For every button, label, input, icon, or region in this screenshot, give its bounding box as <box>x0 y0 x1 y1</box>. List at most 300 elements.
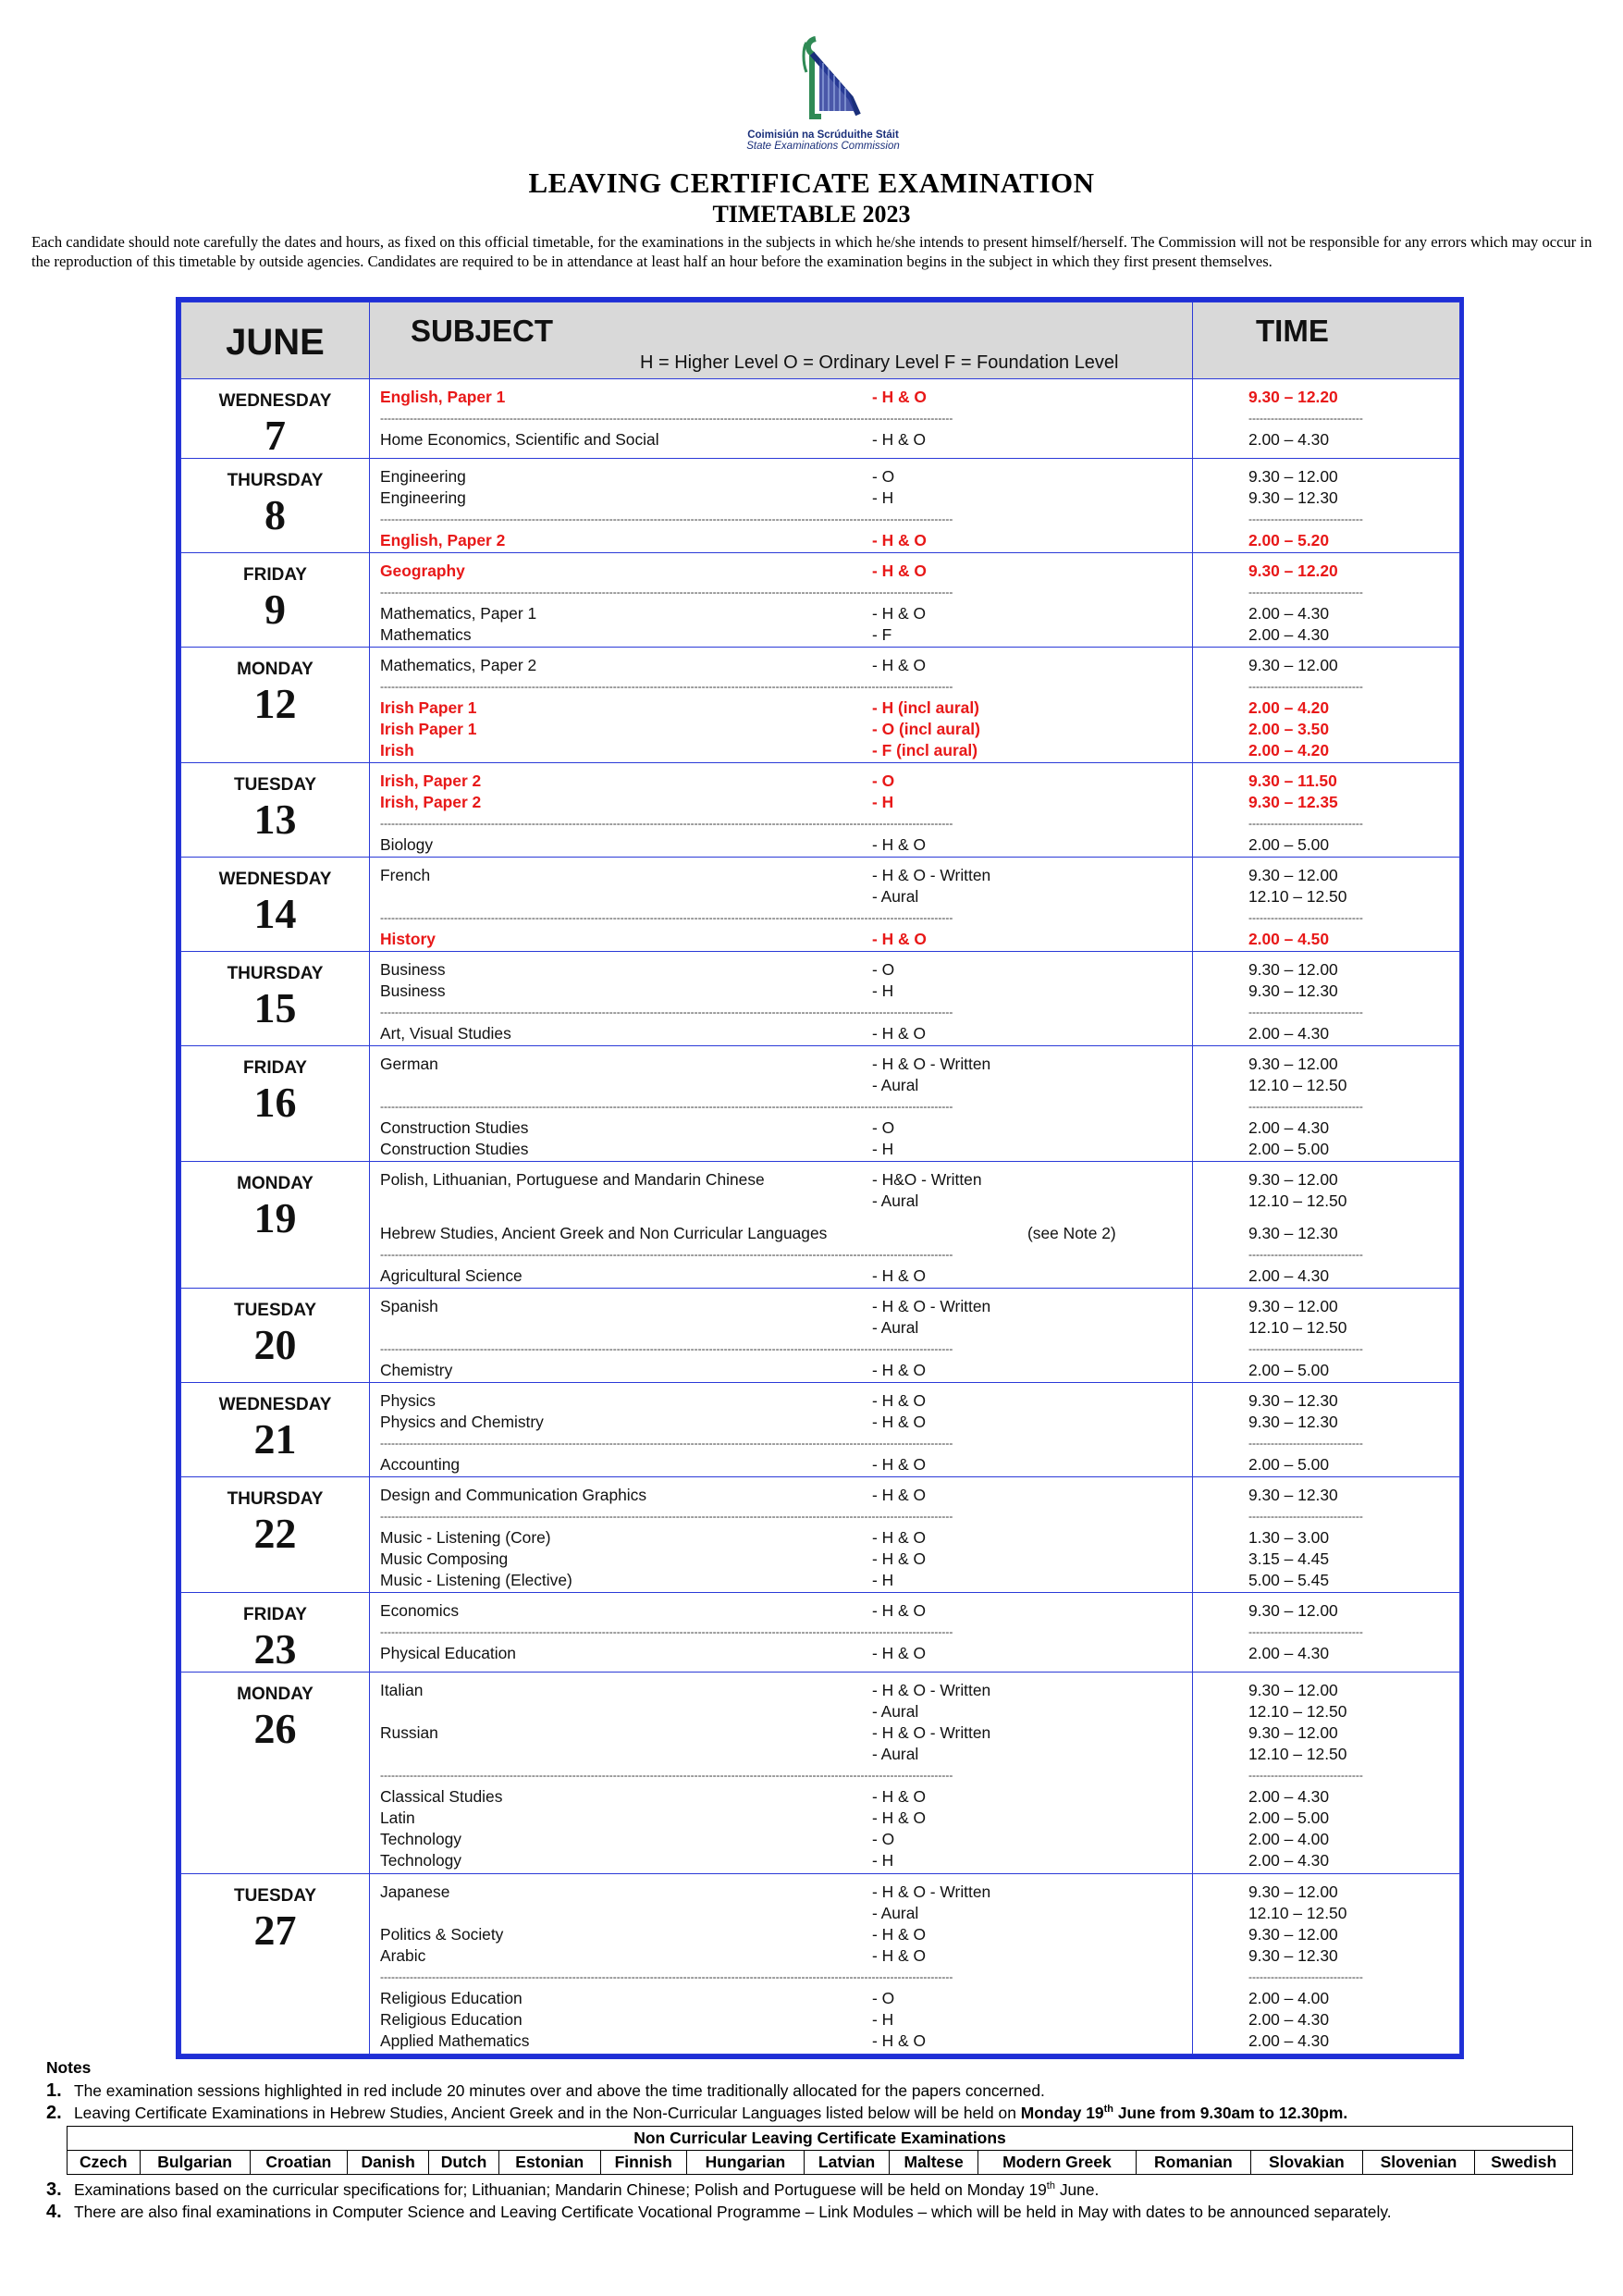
day-cell <box>181 1383 370 1477</box>
weekday-label: FRIDAY <box>243 1057 307 1078</box>
subject-name: Irish, Paper 2 <box>380 771 482 790</box>
exam-line <box>380 1722 1179 1744</box>
date-number: 8 <box>264 490 286 538</box>
weekday-label: TUESDAY <box>233 774 317 795</box>
separator: ------------------------------- <box>1248 1247 1363 1261</box>
subject-name: Irish, Paper 2 <box>380 792 482 811</box>
subject-header <box>370 302 1193 379</box>
day-cell <box>181 1045 370 1161</box>
exam-level: - H & O <box>872 1808 926 1828</box>
exam-time: 3.15 – 4.45 <box>1248 1549 1330 1569</box>
subject-name: Accounting <box>380 1455 461 1475</box>
subject-name <box>380 1701 872 1722</box>
subject-name: Arabic <box>380 1946 426 1966</box>
date-number: 19 <box>253 1193 297 1241</box>
exam-level: - H & O <box>872 1528 926 1548</box>
exam-time: 12.10 – 12.50 <box>1248 886 1347 906</box>
exam-level: - Aural <box>872 886 919 906</box>
subject-name: Engineering <box>380 488 466 507</box>
day-cell <box>181 379 370 459</box>
exam-line <box>380 488 1179 509</box>
day-cell <box>181 762 370 857</box>
exam-level: - Aural <box>872 1318 919 1338</box>
day-row <box>181 1874 1460 2055</box>
exam-time: 2.00 – 5.00 <box>1248 1139 1330 1158</box>
exam-time: 2.00 – 4.30 <box>1248 1117 1330 1137</box>
subjects-cell <box>370 1673 1193 1874</box>
language-cell: Czech <box>68 2151 141 2175</box>
exam-level: - Aural <box>872 1702 919 1722</box>
exam-line <box>380 1527 1179 1549</box>
separator: ----------------------------------------------------------------------------------------------------------------------------------------------------------- <box>380 1769 953 1783</box>
exam-level: - H & O <box>872 1787 926 1807</box>
weekday-label: FRIDAY <box>243 1605 307 1625</box>
exam-time: 12.10 – 12.50 <box>1248 1318 1347 1338</box>
exam-line <box>380 1570 1179 1591</box>
exam-line <box>380 1360 1179 1381</box>
exam-line <box>380 886 1179 907</box>
exam-line <box>380 792 1179 813</box>
date-number: 12 <box>253 679 297 727</box>
note-2-date: Monday 19 <box>1020 2104 1104 2122</box>
exam-level: - H (incl aural) <box>872 697 979 717</box>
language-cell: Swedish <box>1475 2151 1573 2175</box>
notes-heading: Notes <box>46 2058 92 2077</box>
times-cell <box>1193 458 1460 552</box>
subjects-cell <box>370 458 1193 552</box>
exam-level: - O <box>872 771 895 790</box>
exam-level: - H <box>872 792 894 811</box>
separator: ------------------------------- <box>1248 910 1363 924</box>
separator: ------------------------------- <box>1248 816 1363 830</box>
weekday-label: WEDNESDAY <box>218 391 332 411</box>
exam-line <box>380 740 1179 761</box>
exam-level: - H & O <box>872 1601 926 1621</box>
times-cell <box>1193 1673 1460 1874</box>
exam-line <box>380 865 1179 886</box>
times-cell <box>1193 857 1460 951</box>
subject-name: Chemistry <box>380 1361 453 1380</box>
exam-line <box>380 2009 1179 2031</box>
note-3-text: Examinations based on the curricular specifications for; Lithuanian; Mandarin Chinese; Polish and Portuguese will be held on Monday 19 <box>74 2180 1047 2199</box>
exam-line <box>380 1786 1179 1808</box>
exam-line <box>380 771 1179 792</box>
exam-level: - Aural <box>872 1745 919 1764</box>
exam-level: - Aural <box>872 1904 919 1923</box>
exam-time: 9.30 – 12.20 <box>1248 388 1338 406</box>
language-cell: Bulgarian <box>140 2151 250 2175</box>
exam-time: 1.30 – 3.00 <box>1248 1528 1330 1548</box>
subjects-cell <box>370 552 1193 647</box>
exam-level: - H & O <box>872 1925 926 1944</box>
times-cell <box>1193 762 1460 857</box>
language-cell: Hungarian <box>686 2151 804 2175</box>
note-1 <box>46 2080 1600 2102</box>
subject-name: Construction Studies <box>380 1117 529 1137</box>
subjects-cell <box>370 1045 1193 1161</box>
separator: ----------------------------------------------------------------------------------------------------------------------------------------------------------- <box>380 679 953 693</box>
exam-line <box>380 1485 1179 1506</box>
day-row <box>181 1477 1460 1593</box>
weekday-label: MONDAY <box>237 1685 314 1705</box>
note-2 <box>46 2102 1600 2124</box>
exam-time: 9.30 – 12.30 <box>1248 1946 1338 1966</box>
exam-line <box>380 1600 1179 1622</box>
subject-name: Technology <box>380 1830 461 1849</box>
exam-level: - O (incl aural) <box>872 719 980 738</box>
subject-name: Physics and Chemistry <box>380 1413 544 1432</box>
exam-level: - F (incl aural) <box>872 740 978 759</box>
subject-name: English, Paper 2 <box>380 530 506 549</box>
exam-level: - H <box>872 1571 894 1590</box>
exam-line <box>380 1850 1179 1871</box>
exam-time: 2.00 – 4.30 <box>1248 1265 1330 1285</box>
exam-level: - H & O - Written <box>872 1882 991 1902</box>
exam-level: - H & O - Written <box>872 865 991 884</box>
subject-name: Applied Mathematics <box>380 2031 530 2051</box>
logo-line-irish: Coimisiún na Scrúduithe Stáit <box>747 130 899 141</box>
exam-line <box>380 719 1179 740</box>
separator: ------------------------------- <box>1248 1437 1363 1450</box>
exam-line <box>380 1139 1179 1160</box>
separator: ------------------------------- <box>1248 1099 1363 1113</box>
exam-line <box>380 697 1179 719</box>
day-row <box>181 857 1460 951</box>
exam-time: 9.30 – 12.00 <box>1248 655 1338 674</box>
exam-time: 2.00 – 4.20 <box>1248 740 1330 759</box>
subject-name: Home Economics, Scientific and Social <box>380 430 659 449</box>
separator: ----------------------------------------------------------------------------------------------------------------------------------------------------------- <box>380 1247 953 1261</box>
exam-level: - H <box>872 488 894 507</box>
exam-time: 12.10 – 12.50 <box>1248 1702 1347 1722</box>
day-cell <box>181 552 370 647</box>
separator: ----------------------------------------------------------------------------------------------------------------------------------------------------------- <box>380 412 953 425</box>
note-number: 3. <box>46 2179 62 2200</box>
day-row <box>181 552 1460 647</box>
exam-level: - H & O <box>872 1486 926 1505</box>
exam-level: - O <box>872 1830 895 1849</box>
exam-line <box>380 1903 1179 1924</box>
subject-name: Design and Communication Graphics <box>380 1486 647 1505</box>
date-number: 26 <box>253 1705 297 1753</box>
exam-line <box>380 929 1179 950</box>
subject-name: Japanese <box>380 1882 450 1902</box>
language-cell: Latvian <box>805 2151 890 2175</box>
exam-time: 2.00 – 5.20 <box>1248 530 1330 549</box>
exam-line <box>380 1412 1179 1433</box>
subject-name: Economics <box>380 1601 460 1621</box>
harp-icon <box>779 35 867 126</box>
timetable-header <box>181 302 1460 379</box>
exam-line <box>380 1223 1179 1244</box>
sec-logo <box>731 35 916 165</box>
day-cell <box>181 458 370 552</box>
day-cell <box>181 1289 370 1383</box>
exam-line <box>380 2031 1179 2052</box>
date-number: 13 <box>253 795 297 843</box>
notes-section <box>46 2055 1600 2223</box>
day-row <box>181 1289 1460 1383</box>
exam-time: 9.30 – 12.30 <box>1248 1391 1338 1411</box>
exam-level: - Aural <box>872 1075 919 1094</box>
exam-line <box>380 1924 1179 1945</box>
exam-time: 2.00 – 4.00 <box>1248 1989 1330 2008</box>
separator: ------------------------------- <box>1248 679 1363 693</box>
separator: ----------------------------------------------------------------------------------------------------------------------------------------------------------- <box>380 1625 953 1639</box>
separator: ----------------------------------------------------------------------------------------------------------------------------------------------------------- <box>380 1099 953 1113</box>
intro-text: Each candidate should note carefully the dates and hours, as fixed on this official timetable, for the examinations in the subjects in which he/she intends to present himself/herself. The Commission will not be responsible for any errors which may occur in the reproduction of this timetable by outside agencies. Candidates are required to be in attendance at least half an hour before the examination begins in the subject in which they first present themselves. <box>31 233 1592 270</box>
exam-level: - H <box>872 981 894 1000</box>
language-cell: Croatian <box>250 2151 348 2175</box>
level-legend: H = Higher Level O = Ordinary Level F = Foundation Level <box>640 352 1119 373</box>
exam-time: 12.10 – 12.50 <box>1248 1075 1347 1094</box>
times-cell <box>1193 1593 1460 1673</box>
day-row <box>181 1673 1460 1874</box>
subject-name: Music - Listening (Core) <box>380 1528 551 1548</box>
exam-time: 9.30 – 12.30 <box>1248 1486 1338 1505</box>
subject-name: Religious Education <box>380 2010 523 2030</box>
separator: ----------------------------------------------------------------------------------------------------------------------------------------------------------- <box>380 816 953 830</box>
exam-time: 9.30 – 12.20 <box>1248 561 1338 580</box>
exam-time: 2.00 – 5.00 <box>1248 1455 1330 1475</box>
exam-time: 9.30 – 12.00 <box>1248 1054 1338 1073</box>
subjects-cell <box>370 379 1193 459</box>
subject-name: Business <box>380 959 446 979</box>
language-cell: Modern Greek <box>978 2151 1136 2175</box>
separator: ----------------------------------------------------------------------------------------------------------------------------------------------------------- <box>380 1342 953 1356</box>
subject-name: Geography <box>380 561 465 580</box>
language-cell: Slovakian <box>1251 2151 1362 2175</box>
day-row <box>181 762 1460 857</box>
exam-level: - H <box>872 2010 894 2030</box>
subject-name: Russian <box>380 1723 438 1743</box>
date-number: 14 <box>253 889 297 937</box>
subject-name: Mathematics <box>380 624 472 644</box>
language-cell: Danish <box>348 2151 429 2175</box>
exam-line <box>380 1643 1179 1664</box>
note-2-sup: th <box>1103 2104 1113 2116</box>
month-header: JUNE <box>181 302 370 379</box>
separator: ------------------------------- <box>1248 1769 1363 1783</box>
language-cell: Dutch <box>429 2151 499 2175</box>
exam-line <box>380 1317 1179 1339</box>
exam-level: - H & O <box>872 430 926 449</box>
exam-time: 9.30 – 12.30 <box>1248 488 1338 507</box>
exam-level: - O <box>872 959 895 979</box>
exam-level: - O <box>872 1989 895 2008</box>
exam-level: - H&O - Written <box>872 1169 982 1189</box>
exam-level: - H & O <box>872 1361 926 1380</box>
separator: ------------------------------- <box>1248 1625 1363 1639</box>
subject-name: Business <box>380 981 446 1000</box>
exam-level: - H & O - Written <box>872 1054 991 1073</box>
exam-time: 2.00 – 5.00 <box>1248 1808 1330 1828</box>
day-row <box>181 458 1460 552</box>
subject-name: Agricultural Science <box>380 1265 523 1285</box>
exam-time: 9.30 – 12.00 <box>1248 1681 1338 1700</box>
exam-time: 9.30 – 12.00 <box>1248 466 1338 486</box>
date-number: 20 <box>253 1321 297 1369</box>
exam-level: - H & O <box>872 530 927 549</box>
note-number: 1. <box>46 2080 62 2101</box>
exam-line <box>380 1701 1179 1722</box>
languages-table-title: Non Curricular Leaving Certificate Examinations <box>68 2127 1573 2151</box>
separator: ----------------------------------------------------------------------------------------------------------------------------------------------------------- <box>380 910 953 924</box>
exam-level: - Aural <box>872 1191 919 1210</box>
subjects-cell <box>370 1593 1193 1673</box>
date-number: 22 <box>253 1510 297 1558</box>
note-3 <box>46 2179 1600 2201</box>
subject-name: Spanish <box>380 1297 438 1316</box>
exam-line <box>380 1744 1179 1765</box>
language-cell: Slovenian <box>1362 2151 1475 2175</box>
times-cell <box>1193 552 1460 647</box>
day-cell <box>181 1874 370 2055</box>
exam-line <box>380 1191 1179 1212</box>
exam-level: - H & O <box>872 1455 926 1475</box>
times-cell <box>1193 1045 1460 1161</box>
subject-name: Engineering <box>380 466 466 486</box>
day-cell <box>181 647 370 762</box>
date-number: 27 <box>253 1907 297 1955</box>
spacer <box>380 1212 1179 1223</box>
exam-level: - H & O <box>872 1644 926 1663</box>
exam-level: - H <box>872 1139 894 1158</box>
weekday-label: THURSDAY <box>227 470 324 490</box>
exam-time: 2.00 – 4.50 <box>1248 929 1330 948</box>
exam-level: - F <box>872 624 892 644</box>
subject-name: Italian <box>380 1681 424 1700</box>
date-number: 15 <box>253 983 297 1031</box>
exam-time: 9.30 – 12.30 <box>1248 981 1338 1000</box>
exam-level: - O <box>872 466 895 486</box>
exam-line <box>380 1829 1179 1850</box>
language-cell: Maltese <box>890 2151 978 2175</box>
exam-level: - H & O <box>872 1549 926 1569</box>
separator: ----------------------------------------------------------------------------------------------------------------------------------------------------------- <box>380 585 953 599</box>
day-cell <box>181 857 370 951</box>
exam-time: 9.30 – 12.00 <box>1248 1925 1338 1944</box>
time-header: TIME <box>1193 302 1460 379</box>
day-cell <box>181 1161 370 1288</box>
subject-name: Religious Education <box>380 1989 523 2008</box>
subjects-cell <box>370 1874 1193 2055</box>
subject-name: German <box>380 1054 438 1073</box>
exam-time: 2.00 – 4.30 <box>1248 603 1330 623</box>
exam-level: - H & O - Written <box>872 1723 991 1743</box>
exam-line <box>380 959 1179 981</box>
exam-time: 12.10 – 12.50 <box>1248 1904 1347 1923</box>
day-cell <box>181 1593 370 1673</box>
day-cell <box>181 951 370 1045</box>
subjects-cell <box>370 1289 1193 1383</box>
exam-time: 9.30 – 12.35 <box>1248 792 1338 811</box>
exam-time: 2.00 – 3.50 <box>1248 719 1330 738</box>
exam-time: 2.00 – 4.30 <box>1248 430 1330 449</box>
subject-name <box>380 1317 872 1339</box>
separator: ----------------------------------------------------------------------------------------------------------------------------------------------------------- <box>380 1005 953 1018</box>
exam-level: - H & O <box>872 1265 926 1285</box>
exam-line <box>380 1075 1179 1096</box>
separator: ------------------------------- <box>1248 512 1363 525</box>
note-4 <box>46 2201 1600 2223</box>
exam-time: 9.30 – 12.00 <box>1248 1297 1338 1316</box>
day-row <box>181 951 1460 1045</box>
exam-line <box>380 1549 1179 1570</box>
note-text <box>74 2179 1600 2201</box>
exam-level: - H & O <box>872 603 926 623</box>
note-text: The examination sessions highlighted in red include 20 minutes over and above the time traditionally allocated for the papers concerned. <box>74 2081 1045 2100</box>
subject-name: English, Paper 1 <box>380 388 506 406</box>
subject-header-label: SUBJECT <box>411 314 554 348</box>
exam-line <box>380 1054 1179 1075</box>
times-cell <box>1193 1477 1460 1593</box>
day-row <box>181 1161 1460 1288</box>
language-cell: Estonian <box>498 2151 600 2175</box>
separator: ------------------------------- <box>1248 585 1363 599</box>
exam-line <box>380 387 1179 408</box>
exam-time: 9.30 – 12.30 <box>1248 1413 1338 1432</box>
exam-level: - H & O - Written <box>872 1681 991 1700</box>
exam-time: 2.00 – 4.30 <box>1248 1023 1330 1043</box>
exam-time: 9.30 – 12.00 <box>1248 1601 1338 1621</box>
weekday-label: WEDNESDAY <box>218 869 332 889</box>
exam-time: 12.10 – 12.50 <box>1248 1745 1347 1764</box>
subject-name: Classical Studies <box>380 1787 503 1807</box>
exam-line <box>380 1390 1179 1412</box>
exam-time: 2.00 – 4.20 <box>1248 697 1330 717</box>
exam-line <box>380 1023 1179 1044</box>
note-text: There are also final examinations in Computer Science and Leaving Certificate Vocational Programme – Link Modules – which will be held in May with dates to be announced separately. <box>74 2203 1392 2221</box>
note-number: 4. <box>46 2202 62 2222</box>
subject-name: Construction Studies <box>380 1139 529 1158</box>
exam-line <box>380 1680 1179 1701</box>
subject-name: Physics <box>380 1391 436 1411</box>
weekday-label: MONDAY <box>237 1173 314 1193</box>
exam-time: 12.10 – 12.50 <box>1248 1191 1347 1210</box>
exam-level: - H & O <box>872 388 927 406</box>
exam-time: 9.30 – 12.00 <box>1248 865 1338 884</box>
date-number: 21 <box>253 1415 297 1463</box>
subject-name <box>380 886 872 907</box>
weekday-label: TUESDAY <box>233 1301 317 1321</box>
times-cell <box>1193 1874 1460 2055</box>
language-cell: Romanian <box>1136 2151 1250 2175</box>
subject-name <box>380 1191 872 1212</box>
date-number: 7 <box>264 412 286 459</box>
subject-name <box>380 1903 872 1924</box>
subject-name: Politics & Society <box>380 1925 504 1944</box>
subjects-cell <box>370 1383 1193 1477</box>
weekday-label: TUESDAY <box>233 1886 317 1907</box>
weekday-label: THURSDAY <box>227 963 324 983</box>
exam-line <box>380 530 1179 551</box>
times-cell <box>1193 379 1460 459</box>
day-row <box>181 1045 1460 1161</box>
subject-name: Latin <box>380 1808 415 1828</box>
exam-level: - H <box>872 1851 894 1870</box>
exam-line <box>380 834 1179 856</box>
exam-level: - H & O <box>872 1023 926 1043</box>
exam-line <box>380 1945 1179 1967</box>
page-title: LEAVING CERTIFICATE EXAMINATION <box>528 167 1095 199</box>
subject-name: French <box>380 865 431 884</box>
exam-level: - H & O <box>872 1391 926 1411</box>
note-2-text: Leaving Certificate Examinations in Hebrew Studies, Ancient Greek and in the Non-Curricular Languages listed below will be held on <box>74 2104 1021 2122</box>
note-number: 2. <box>46 2103 62 2123</box>
languages-row <box>68 2151 1573 2175</box>
exam-time: 2.00 – 5.00 <box>1248 1361 1330 1380</box>
